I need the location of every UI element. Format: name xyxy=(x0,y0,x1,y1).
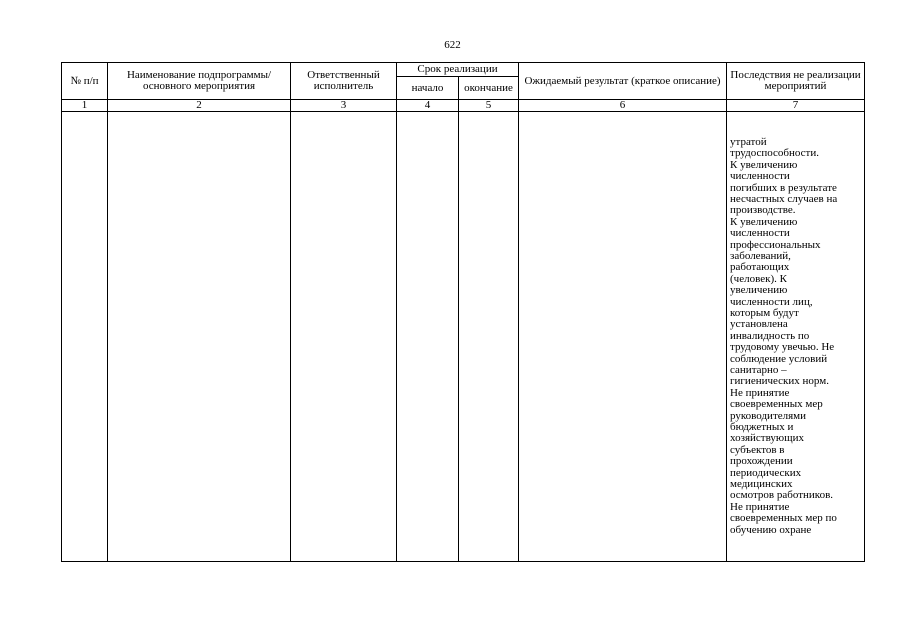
effects-line: профессиональных xyxy=(730,238,821,251)
effects-line: бюджетных и xyxy=(730,421,794,434)
column-number: 7 xyxy=(727,100,865,112)
effects-line: соблюдение условий xyxy=(730,352,828,365)
effects-line: Не принятие xyxy=(730,500,790,513)
effects-line: которым будут xyxy=(730,306,799,319)
header-result: Ожидаемый результат (краткое описание) xyxy=(519,63,727,100)
effects-line: Не принятие xyxy=(730,386,790,399)
effects-line: К увеличению xyxy=(730,215,798,228)
effects-line: установлена xyxy=(730,318,788,331)
effects-line: (человек). К xyxy=(730,272,787,285)
header-effects: Последствия не реализации мероприятий xyxy=(727,63,865,100)
effects-line: хозяйствующих xyxy=(730,432,804,445)
effects-line: прохождении xyxy=(730,455,793,468)
effects-line: своевременных мер xyxy=(730,398,823,411)
cell-name xyxy=(108,112,291,562)
effects-line: работающих xyxy=(730,261,790,274)
effects-line: санитарно – xyxy=(730,364,787,377)
column-number: 6 xyxy=(519,100,727,112)
effects-line: численности xyxy=(730,170,790,183)
cell-start xyxy=(397,112,459,562)
cell-end xyxy=(459,112,519,562)
effects-line: своевременных мер по xyxy=(730,512,837,525)
cell-effects xyxy=(727,112,865,562)
effects-line: утратой xyxy=(730,135,767,148)
header-num: № п/п xyxy=(62,63,108,100)
effects-line: инвалидность по xyxy=(730,329,810,342)
column-number: 3 xyxy=(291,100,397,112)
effects-line: периодических xyxy=(730,466,802,479)
header-row-1 xyxy=(62,63,865,77)
effects-line: руководителями xyxy=(730,409,807,422)
page-number: 622 xyxy=(444,39,461,51)
effects-line: несчастных случаев на xyxy=(730,192,838,205)
cell-result xyxy=(519,112,727,562)
cell-responsible xyxy=(291,112,397,562)
effects-line: численности лиц, xyxy=(730,295,813,308)
header-name: Наименование подпрограммы/ основного мероприятия xyxy=(108,63,291,100)
column-number: 4 xyxy=(397,100,459,112)
header-responsible: Ответственный исполнитель xyxy=(291,63,397,100)
effects-line: осмотров работников. xyxy=(730,489,834,502)
header-term: Срок реализации xyxy=(397,63,519,77)
effects-line: численности xyxy=(730,227,790,240)
header-start: начало xyxy=(397,77,459,100)
column-number: 2 xyxy=(108,100,291,112)
table-row xyxy=(62,112,865,562)
column-number: 1 xyxy=(62,100,108,112)
effects-line: К увеличению xyxy=(730,158,798,171)
effects-line: трудовому увечью. Не xyxy=(730,341,835,354)
header-end: окончание xyxy=(459,77,519,100)
effects-line: гигиенических норм. xyxy=(730,375,829,388)
column-number: 5 xyxy=(459,100,519,112)
cell-num xyxy=(62,112,108,562)
measures-table xyxy=(61,62,865,562)
effects-line: заболеваний, xyxy=(730,249,791,262)
effects-line: трудоспособности. xyxy=(730,147,819,160)
effects-line: обучению охране xyxy=(730,523,812,536)
column-numbers-row xyxy=(62,100,865,112)
effects-line: производстве. xyxy=(730,204,796,217)
effects-line: медицинских xyxy=(730,478,793,491)
effects-line: увеличению xyxy=(730,284,788,297)
effects-line: субъектов в xyxy=(730,443,785,456)
effects-line: погибших в результате xyxy=(730,181,837,194)
